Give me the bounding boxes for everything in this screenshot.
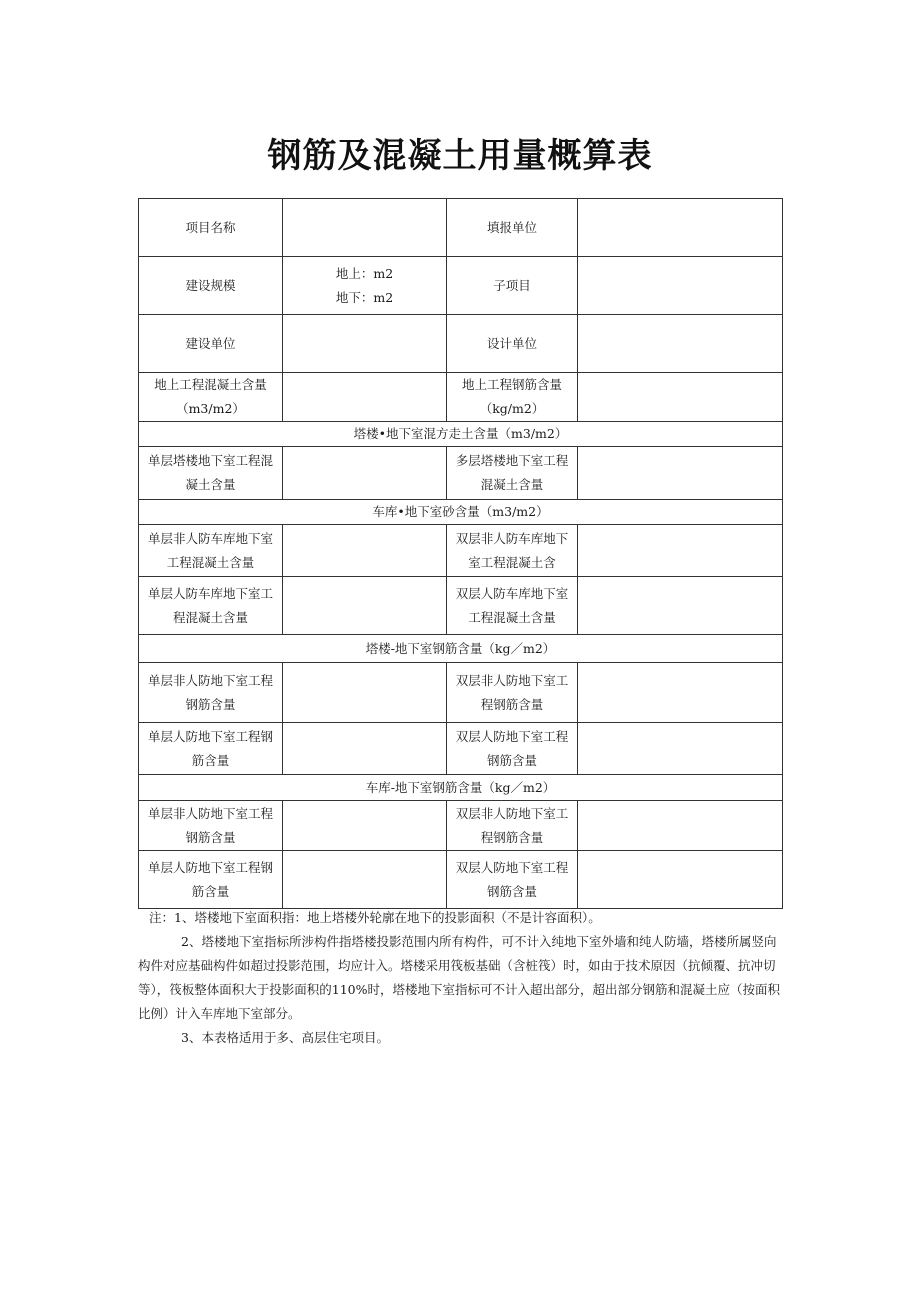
input-tower-single-pd-steel[interactable] [283,723,447,775]
label-sub-project: 子项目 [447,257,578,315]
input-garage-double-nonpd-concrete[interactable] [578,525,783,577]
scale-above-ground: 地上：m2 [335,265,394,281]
label-garage-double-pd-concrete: 双层人防车库地下室 工程混凝土含量 [447,577,578,635]
table-row [139,373,783,422]
label-tower-double-nonpd-steel: 双层非人防地下室工 程钢筋含量 [447,663,578,723]
table-row [139,635,783,663]
table-row [139,422,783,447]
input-tower-double-pd-steel[interactable] [578,723,783,775]
label-tower-single-nonpd-steel: 单层非人防地下室工程 钢筋含量 [139,663,283,723]
label-tower-single-concrete: 单层塔楼地下室工程混 凝土含量 [139,447,283,500]
table-row [139,801,783,851]
label-garage-single-nonpd-concrete: 单层非人防车库地下室 工程混凝土含量 [139,525,283,577]
label-garage-double-nonpd-concrete: 双层非人防车库地下 室工程混凝土含 [447,525,578,577]
label-garage-double-nonpd-steel: 双层非人防地下室工 程钢筋含量 [447,801,578,851]
input-garage-double-pd-steel[interactable] [578,851,783,909]
input-garage-single-pd-concrete[interactable] [283,577,447,635]
section-header-garage-steel: 车库-地下室钢筋含量（kg／m2） [139,775,783,801]
input-tower-multi-concrete[interactable] [578,447,783,500]
label-tower-single-pd-steel: 单层人防地下室工程钢 筋含量 [139,723,283,775]
note-2: 2、塔楼地下室指标所涉构件指塔楼投影范围内所有构件，可不计入纯地下室外墙和纯人防墙，塔楼所属竖向构件对应基础构件如超过投影范围，均应计入。塔楼采用筏板基础（含桩筏）时，如由于技术原因（抗倾覆、抗冲切等），筏板整体面积大于投影面积的110%时，塔楼地下室指标可不计入超出部分，超出部分钢筋和混凝土应（按面积比例）计入车库地下室部分。 [138,934,780,1021]
notes [138,906,788,1050]
table-row [139,723,783,775]
label-tower-multi-concrete: 多层塔楼地下室工程 混凝土含量 [447,447,578,500]
table-row [139,577,783,635]
input-design-unit[interactable] [578,315,783,373]
input-above-ground-concrete[interactable] [283,373,447,422]
table-row [139,199,783,257]
section-header-tower-steel: 塔楼-地下室钢筋含量（kg／m2） [139,635,783,663]
label-tower-double-pd-steel: 双层人防地下室工程 钢筋含量 [447,723,578,775]
label-construction-unit: 建设单位 [139,315,283,373]
label-reporting-unit: 填报单位 [447,199,578,257]
label-garage-single-pd-concrete: 单层人防车库地下室工 程混凝土含量 [139,577,283,635]
input-garage-double-pd-concrete[interactable] [578,577,783,635]
input-garage-double-nonpd-steel[interactable] [578,801,783,851]
section-header-tower-concrete: 塔楼•地下室混方走土含量（m3/m2） [139,422,783,447]
page-title: 钢筋及混凝土用量概算表 [267,136,653,176]
label-garage-single-nonpd-steel: 单层非人防地下室工程 钢筋含量 [139,801,283,851]
note-1: 注：1、塔楼地下室面积指：地上塔楼外轮廓在地下的投影面积（不是计容面积）。 [149,910,601,925]
input-garage-single-pd-steel[interactable] [283,851,447,909]
input-sub-project[interactable] [578,257,783,315]
table-row [139,447,783,500]
label-above-ground-concrete: 地上工程混凝土含量 （m3/m2） [139,373,283,422]
table-row [139,525,783,577]
label-design-unit: 设计单位 [447,315,578,373]
input-project-name[interactable] [283,199,447,257]
label-garage-single-pd-steel: 单层人防地下室工程钢 筋含量 [139,851,283,909]
input-tower-single-concrete[interactable] [283,447,447,500]
table-row [139,315,783,373]
input-tower-double-nonpd-steel[interactable] [578,663,783,723]
input-construction-unit[interactable] [283,315,447,373]
table-row [139,851,783,909]
label-above-ground-steel: 地上工程钢筋含量 （kg/m2） [447,373,578,422]
scale-below-ground: 地下：m2 [335,289,394,305]
table-row [139,500,783,525]
table-row [139,257,783,315]
input-reporting-unit[interactable] [578,199,783,257]
label-project-name: 项目名称 [139,199,283,257]
label-construction-scale: 建设规模 [139,257,283,315]
input-construction-scale[interactable] [283,257,447,315]
table-row [139,775,783,801]
estimate-table [138,198,783,909]
table-row [139,663,783,723]
input-above-ground-steel[interactable] [578,373,783,422]
input-garage-single-nonpd-steel[interactable] [283,801,447,851]
section-header-garage-concrete: 车库•地下室砂含量（m3/m2） [139,500,783,525]
label-garage-double-pd-steel: 双层人防地下室工程 钢筋含量 [447,851,578,909]
input-tower-single-nonpd-steel[interactable] [283,663,447,723]
note-3: 3、本表格适用于多、高层住宅项目。 [181,1030,389,1045]
input-garage-single-nonpd-concrete[interactable] [283,525,447,577]
